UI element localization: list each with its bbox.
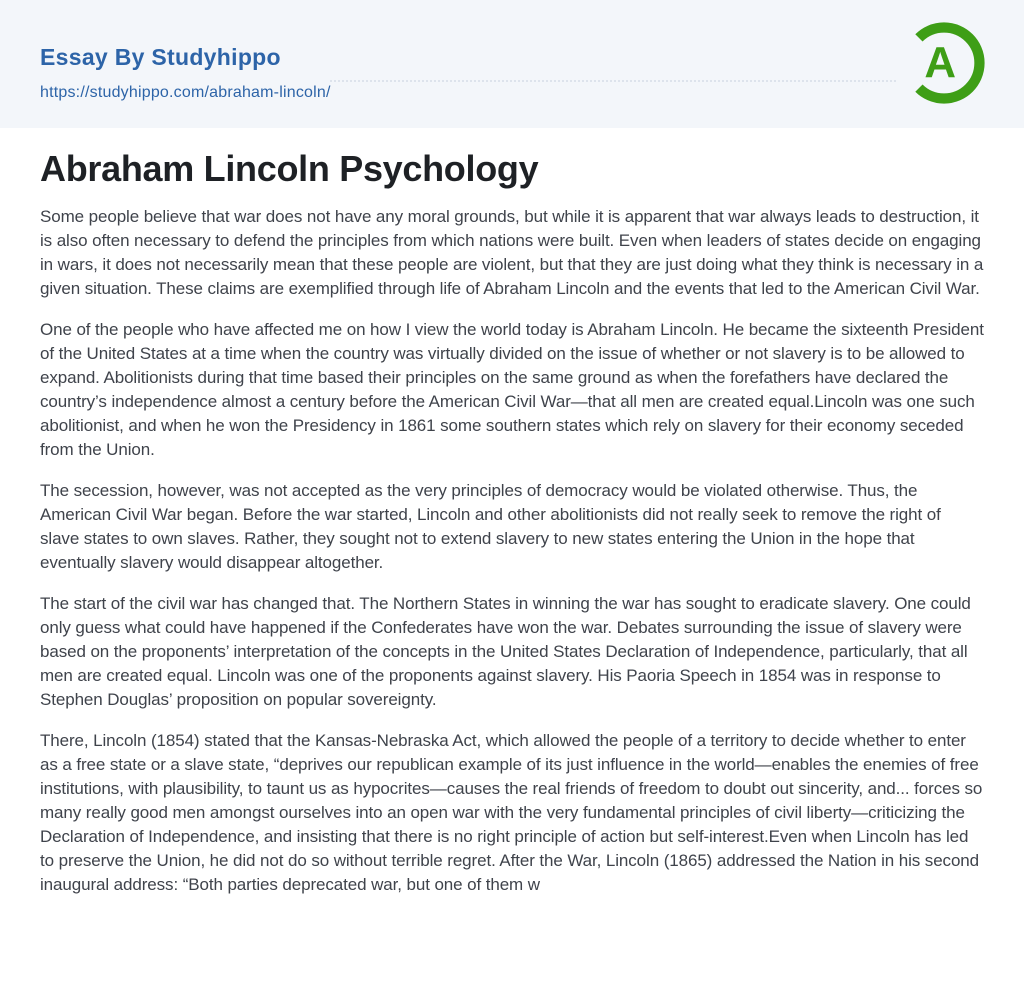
essay-paragraph: One of the people who have affected me on how I view the world today is Abraham Lincoln. He became the sixteenth President of the United States at a time when the country was virtually divided on the issue of whether or not slavery is to be allowed to expand. Abolitionists during that time based their principles on the same ground as when the forefathers have declared the country’s independence almost a century before the American Civil War—that all men are created equal.Lincoln was one such abolitionist, and when he won the Presidency in 1861 some southern states which rely on slavery for their economy seceded from the Union. bbox=[40, 319, 984, 459]
logo-a-icon bbox=[902, 21, 986, 105]
page-header bbox=[0, 0, 1024, 128]
site-logo[interactable] bbox=[902, 21, 986, 105]
essay-paragraph: There, Lincoln (1854) stated that the Kansas-Nebraska Act, which allowed the people of a territory to decide whether to enter as a free state or a slave state, “deprives our republican example of its just influence in the world—enables the enemies of free institutions, with plausibility, to taunt us as hypocrites—causes the real friends of freedom to doubt out sincerity, and... forces so many really good men amongst ourselves into an open war with the very fundamental principles of civil liberty—criticizing the Declaration of Independence, and insisting that there is no right principle of action but self-interest.Even when Lincoln has led to preserve the Union, he did not do so without terrible regret. After the War, Lincoln (1865) addressed the Nation in his second inaugural address: “Both parties deprecated war, but one of them w bbox=[40, 730, 983, 894]
dotted-separator bbox=[330, 80, 896, 82]
site-title: Essay By Studyhippo bbox=[40, 44, 281, 70]
page-title: Abraham Lincoln Psychology bbox=[40, 148, 539, 189]
essay-body bbox=[40, 205, 984, 897]
essay-paragraph: Some people believe that war does not have any moral grounds, but while it is apparent that war always leads to destruction, it is also often necessary to defend the principles from which nations were built. Even when leaders of states decide on engaging in wars, it does not necessarily mean that these people are violent, but that they are just doing what they think is necessary in a given situation. These claims are exemplified through life of Abraham Lincoln and the events that led to the American Civil War. bbox=[40, 206, 984, 298]
essay-url-link[interactable]: https://studyhippo.com/abraham-lincoln/ bbox=[40, 84, 331, 102]
svg-text:A: A bbox=[924, 38, 957, 87]
essay-content bbox=[0, 150, 1024, 897]
essay-paragraph: The secession, however, was not accepted as the very principles of democracy would be violated otherwise. Thus, the American Civil War began. Before the war started, Lincoln and other abolitionists did not really seek to remove the right of slave states to own slaves. Rather, they sought not to extend slavery to new states entering the Union in the hope that eventually slavery would disappear altogether. bbox=[40, 480, 941, 572]
essay-paragraph: The start of the civil war has changed that. The Northern States in winning the war has sought to eradicate slavery. One could only guess what could have happened if the Confederates have won the war. Debates surrounding the issue of slavery were based on the proponents’ interpretation of the concepts in the United States Declaration of Independence, particularly, that all men are created equal. Lincoln was one of the proponents against slavery. His Paoria Speech in 1854 was in response to Stephen Douglas’ proposition on popular sovereignty. bbox=[40, 593, 971, 709]
